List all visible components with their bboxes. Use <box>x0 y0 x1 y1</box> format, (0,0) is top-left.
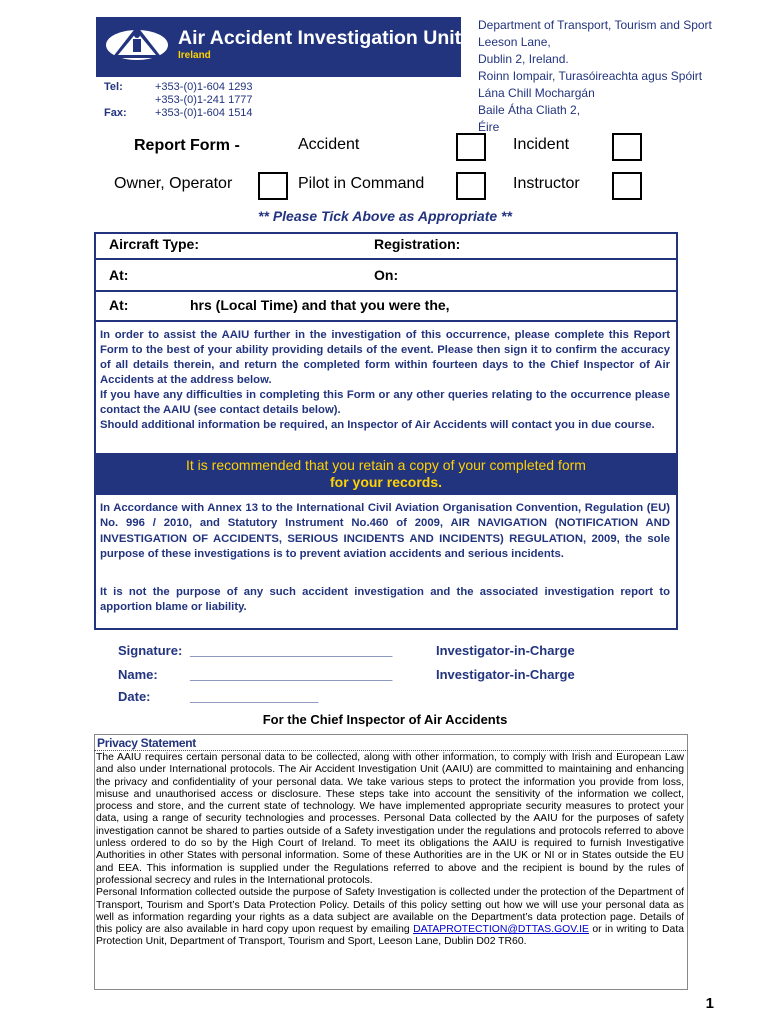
tel-label: Tel: <box>104 81 123 93</box>
report-form-label: Report Form - <box>134 137 240 154</box>
registration-label: Registration: <box>374 236 461 252</box>
blame-paragraph: It is not the purpose of any such accident investigation and the associated investigation report to apportion blame or liability. <box>100 586 670 614</box>
contact-block <box>104 80 304 124</box>
address-line: Department of Transport, Tourism and Sport <box>478 18 712 32</box>
option-owner-label: Owner, Operator <box>114 175 233 192</box>
tel-value-1: +353-(0)1-604 1293 <box>155 81 253 93</box>
aircraft-type-label: Aircraft Type: <box>109 236 199 252</box>
org-name: Air Accident Investigation Unit <box>178 27 462 49</box>
address-line: Baile Átha Cliath 2, <box>478 103 581 117</box>
address-block <box>478 17 712 136</box>
privacy-para-2-end: or in writing to Data Protection Unit, Department of Transport, Tourism and Sport, Leeson Lane, Dublin D02 TR60. <box>96 924 684 948</box>
privacy-body <box>96 752 684 949</box>
tel-value-2: +353-(0)1-241 1777 <box>155 94 253 106</box>
signature-label: Signature: <box>118 643 183 658</box>
page-number: 1 <box>705 995 714 1012</box>
instructions-para-2: If you have any difficulties in completing this Form or any other queries relating to the occurrence please contact the AAIU (see contact details below). <box>100 389 670 416</box>
divider <box>94 320 678 322</box>
incident-checkbox[interactable] <box>612 133 642 161</box>
at-time-label: At: <box>109 297 129 313</box>
owner-checkbox[interactable] <box>258 172 288 200</box>
please-tick-note: ** Please Tick Above as Appropriate ** <box>258 208 512 224</box>
divider <box>94 258 678 260</box>
recommend-banner <box>96 453 676 495</box>
instructions-text <box>100 328 670 433</box>
pilot-checkbox[interactable] <box>456 172 486 200</box>
option-accident-label: Accident <box>298 136 360 153</box>
date-line[interactable]: ___________________ <box>190 689 318 704</box>
for-chief-inspector: For the Chief Inspector of Air Accidents <box>262 712 508 727</box>
date-label: Date: <box>118 689 151 704</box>
on-label: On: <box>374 267 399 283</box>
recommend-line-2: for your records. <box>329 474 443 490</box>
name-line[interactable]: ______________________________ <box>190 667 392 682</box>
option-incident-label: Incident <box>513 136 570 153</box>
option-instructor-label: Instructor <box>513 175 580 192</box>
name-label: Name: <box>118 667 158 682</box>
address-line: Dublin 2, Ireland. <box>478 52 569 66</box>
instructor-checkbox[interactable] <box>612 172 642 200</box>
recommend-line-1: It is recommended that you retain a copy of your completed form <box>186 457 586 473</box>
instructions-para-3: Should additional information be required, an Inspector of Air Accidents will contact you in due course. <box>100 419 655 431</box>
option-pilot-label: Pilot in Command <box>298 175 425 192</box>
address-line: Roinn Iompair, Turasóireachta agus Spóirt <box>478 69 703 83</box>
role-investigator-1: Investigator-in-Charge <box>436 643 575 658</box>
at-label: At: <box>109 267 129 283</box>
privacy-para-1: The AAIU requires certain personal data to be collected, along with other information, to comply with Irish and European Law and also under International protocols. The Air Accident Investigation Unit (AAIU) are committed to maintaining and enhancing the privacy and confidentiality of your personal data. We take various steps to protect the information you provide from loss, misuse and unauthorised access or disclosure. These steps take into account the sensitivity of the information we collect, process and store, and the current state of technology. We have implemented appropriate security measures to protect your data, using a range of security technologies and processes. Personal Data collected by the AAIU for the purposes of safety investigation cannot be shared to parties outside of a Safety investigation under the regulations and protocols referred to above unless ordered to do so by the High Court of Ireland. To meet its obligations the AAIU is required to furnish Investigative Authorities in other States with personal information. Some of these Authorities are in the UK or NI or in States outside the EU and EEA. This information is supplied under the Regulations referred to above and the recipient is bound by the rules of professional secrecy and rules in the International protocols. <box>96 752 684 886</box>
fax-value: +353-(0)1-604 1514 <box>155 107 253 119</box>
aaiu-logo-icon <box>104 22 170 64</box>
address-line: Lána Chill Mochargán <box>478 86 595 100</box>
org-sub: Ireland <box>178 50 211 61</box>
address-line: Leeson Lane, <box>478 35 551 49</box>
fax-label: Fax: <box>104 107 127 119</box>
address-line: Éire <box>478 120 500 134</box>
role-investigator-2: Investigator-in-Charge <box>436 667 575 682</box>
accident-checkbox[interactable] <box>456 133 486 161</box>
privacy-para-2-text: Personal Information collected outside the purpose of Safety Investigation is collected under the protection of the Department of Transport, Tourism and Sport’s Data Protection Policy. Details of this policy setting out how we will use your personal data as well as information regarding your rights as a data subject are available on the Department’s data protection page. Details of this policy are also available in hard copy upon request by emailing <box>96 887 684 936</box>
privacy-para-2 <box>96 887 684 948</box>
privacy-title: Privacy Statement <box>97 736 196 750</box>
instructions-para-1: In order to assist the AAIU further in the investigation of this occurrence, please complete this Report Form to the best of your ability providing details of the event. Please then sign it to confirm the accuracy of all details therein, and return the completed form within fourteen days to the Chief Inspector of Air Accidents at the address below. <box>100 329 670 386</box>
dataprotection-email-link[interactable]: DATAPROTECTION@DTTAS.GOV.IE <box>413 924 589 936</box>
divider <box>94 290 678 292</box>
privacy-divider <box>94 750 688 751</box>
annex-paragraph: In Accordance with Annex 13 to the International Civil Aviation Organisation Convention, Regulation (EU) No. 996 / 2010, and Statutory Instrument No.460 of 2009, AIR NAVIGATION (NOTIFICATION AND INVESTIGATION OF ACCIDENTS, SERIOUS INCIDENTS AND INCIDENTS) REGULATION, 2009, the sole purpose of these investigations is to prevent aviation accidents and serious incidents. <box>100 502 670 560</box>
signature-line[interactable]: ______________________________ <box>190 643 392 658</box>
hrs-local-time-text: hrs (Local Time) and that you were the, <box>190 297 450 313</box>
